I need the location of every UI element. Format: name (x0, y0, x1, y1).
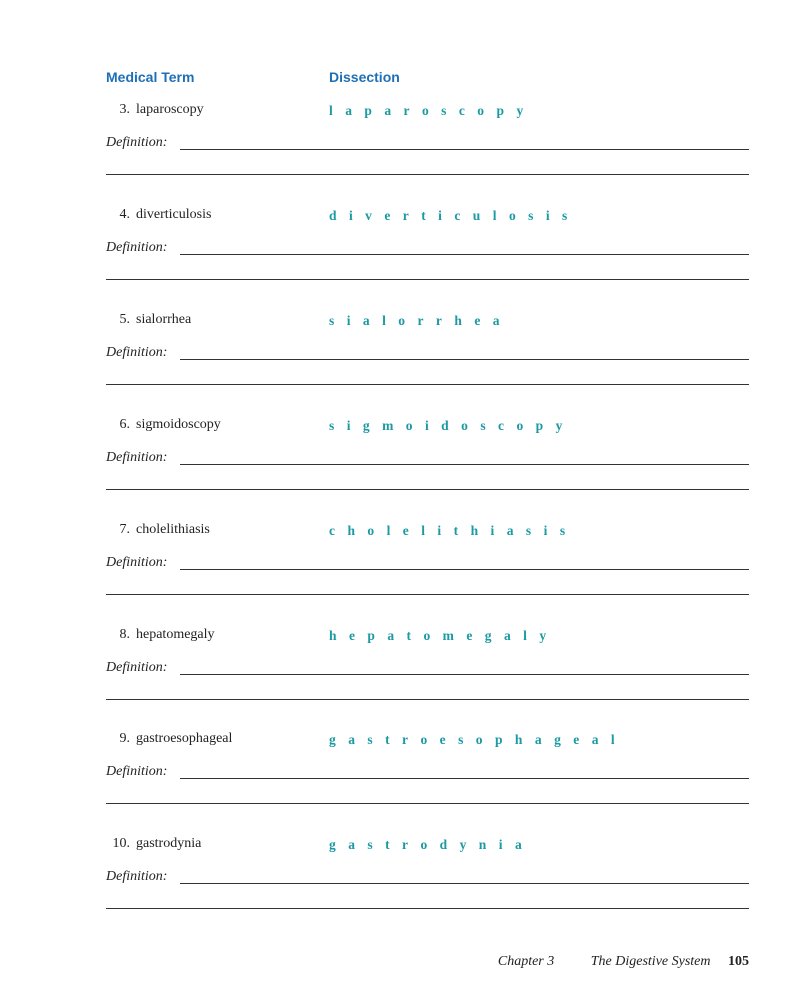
dissection-letter: l (421, 522, 426, 538)
dissection-letter: s (528, 207, 534, 223)
dissection-letter: a (348, 837, 356, 853)
dissection-letter: s (329, 312, 335, 328)
dissection-letter: s (458, 732, 464, 748)
dissection-letter: o (477, 103, 485, 118)
dissection-letter: y (555, 417, 563, 433)
page-number: 105 (728, 954, 749, 969)
dissection-letter: y (516, 103, 524, 118)
medical-term (106, 521, 210, 539)
dissection-letter: a (492, 312, 500, 328)
dissection-heading: Dissection (329, 69, 400, 85)
definition-label: Definition: (106, 135, 168, 150)
page-footer (498, 953, 749, 971)
dissection-letter: a (387, 627, 395, 643)
dissection-letter: m (442, 627, 455, 643)
dissection-letter: o (398, 312, 406, 328)
dissection-letter: i (490, 522, 495, 538)
definition-answer-line[interactable] (106, 699, 749, 700)
term-entry (106, 311, 749, 416)
medical-term (106, 835, 201, 853)
dissection-letter: i (346, 417, 351, 433)
dissection-letter: g (554, 732, 562, 748)
dissection-letter: p (535, 417, 544, 433)
dissection-letter: a (384, 103, 392, 118)
term-number: 3. (119, 102, 130, 117)
dissection-letter: a (514, 837, 522, 853)
medical-term (106, 206, 211, 224)
dissection-letter: s (562, 207, 568, 223)
dissection-letter: e (466, 627, 473, 643)
term-number: 4. (119, 206, 130, 222)
dissection-letter: c (329, 522, 336, 538)
dissection-letter: t (453, 522, 459, 538)
dissection-letter: y (539, 627, 547, 643)
dissection-letters (329, 417, 575, 435)
definition-answer-line[interactable] (180, 674, 749, 675)
dissection-letters (329, 207, 580, 225)
medical-term (106, 416, 221, 434)
footer-system: The Digestive System (590, 954, 711, 969)
dissection-letter: i (438, 207, 443, 223)
definition-label: Definition: (106, 239, 168, 255)
medical-term (106, 730, 232, 748)
definition-label: Definition: (106, 344, 168, 360)
dissection-letter: l (382, 312, 387, 328)
dissection-letter: p (496, 103, 505, 118)
definition-label: Definition: (106, 764, 168, 780)
dissection-letter: i (543, 522, 548, 538)
dissection-letter: g (484, 627, 492, 643)
dissection-letter: a (591, 732, 599, 748)
dissection-letter: s (367, 732, 373, 748)
dissection-letter: o (423, 627, 431, 643)
dissection-letter: m (382, 417, 394, 433)
term-word: hepatomegaly (136, 626, 215, 642)
term-number: 9. (119, 731, 130, 747)
dissection-letter: o (420, 837, 428, 853)
dissection-letter: t (385, 837, 390, 853)
dissection-letter: a (506, 522, 514, 538)
column-header (106, 69, 749, 87)
dissection-letter: e (439, 732, 446, 748)
term-entry (106, 730, 749, 835)
definition-answer-line[interactable] (180, 883, 749, 884)
dissection-letter: r (403, 103, 410, 118)
definition-answer-line[interactable] (106, 803, 749, 804)
dissection-letter: o (461, 417, 469, 433)
dissection-letter: i (346, 312, 351, 328)
dissection-letter: o (367, 522, 375, 538)
dissection-letter: r (402, 207, 410, 223)
dissection-letter: l (329, 103, 334, 118)
dissection-letter: g (362, 417, 370, 433)
term-number: 6. (119, 416, 130, 432)
definition-answer-line[interactable] (106, 174, 749, 175)
dissection-letter: r (417, 312, 424, 328)
dissection-letter: s (367, 837, 373, 853)
dissection-letter: c (458, 103, 466, 118)
dissection-letter: s (329, 417, 335, 433)
term-word: gastrodynia (136, 836, 202, 852)
medical-term (106, 311, 191, 329)
term-word: sialorrhea (136, 311, 192, 327)
term-entry (106, 101, 749, 206)
dissection-letter: a (362, 312, 370, 328)
dissection-letter: i (348, 207, 353, 223)
dissection-letter: h (514, 732, 523, 748)
dissection-letter: l (386, 522, 391, 538)
dissection-letter: o (421, 103, 429, 118)
definition-answer-line[interactable] (106, 908, 749, 909)
dissection-letter: v (365, 207, 373, 223)
dissection-letters (329, 836, 534, 854)
definition-answer-line[interactable] (180, 359, 749, 360)
medical-term (106, 626, 215, 644)
definition-answer-line[interactable] (106, 594, 749, 595)
dissection-letter: s (441, 103, 447, 118)
dissection-letter: o (405, 417, 413, 433)
dissection-letter: o (516, 417, 524, 433)
dissection-letter: a (348, 732, 356, 748)
medical-term-heading: Medical Term (106, 69, 195, 85)
definition-label: Definition: (106, 869, 168, 885)
definition-answer-line[interactable] (106, 384, 749, 385)
dissection-letter: n (478, 837, 487, 853)
dissection-letters (329, 312, 512, 330)
dissection-letter: l (523, 627, 528, 643)
term-number: 10. (112, 836, 130, 852)
dissection-letter: d (441, 417, 449, 433)
dissection-letter: r (402, 732, 409, 748)
definition-label: Definition: (106, 449, 168, 465)
term-word: sigmoidoscopy (136, 416, 221, 432)
dissection-letter: s (559, 522, 566, 538)
definition-answer-line[interactable] (180, 464, 749, 465)
dissection-letter: o (508, 207, 516, 223)
dissection-letter: d (329, 207, 337, 223)
dissection-letter: h (347, 522, 356, 538)
dissection-letter: i (545, 207, 550, 223)
dissection-letter: u (472, 207, 481, 223)
definition-answer-line[interactable] (180, 778, 749, 779)
term-entry (106, 626, 749, 731)
dissection-letter: h (329, 627, 337, 643)
dissection-letter: c (454, 207, 461, 223)
dissection-letter: p (494, 732, 503, 748)
dissection-letters (329, 522, 578, 540)
dissection-letters (329, 627, 559, 645)
dissection-letter: c (498, 417, 505, 433)
footer-chapter: Chapter 3 (497, 954, 555, 969)
definition-label: Definition: (106, 554, 168, 570)
definition-label: Definition: (106, 659, 168, 675)
dissection-letter: d (439, 837, 448, 853)
definition-answer-line[interactable] (106, 279, 749, 280)
term-word: laparoscopy (136, 102, 204, 117)
dissection-letter: r (402, 837, 409, 853)
dissection-letter: a (534, 732, 542, 748)
dissection-letter: p (364, 103, 373, 118)
dissection-letter: y (459, 837, 467, 853)
dissection-letters (329, 731, 627, 749)
dissection-letter: t (421, 207, 426, 223)
dissection-letter: i (424, 417, 429, 433)
dissection-letter: h (470, 522, 479, 538)
term-word: cholelithiasis (136, 521, 210, 537)
term-entry (106, 835, 749, 940)
dissection-letter: e (348, 627, 356, 643)
dissection-letters (329, 102, 536, 120)
term-number: 5. (119, 311, 130, 327)
dissection-letter: r (435, 312, 443, 328)
dissection-letter: o (420, 732, 428, 748)
term-entry (106, 521, 749, 626)
term-word: gastroesophageal (136, 731, 233, 747)
dissection-letter: t (385, 732, 390, 748)
dissection-letter: p (367, 627, 376, 643)
term-entry (106, 416, 749, 521)
dissection-letter: s (525, 522, 532, 538)
term-word: diverticulosis (136, 206, 212, 222)
definition-answer-line[interactable] (180, 569, 749, 570)
dissection-letter: i (437, 522, 442, 538)
dissection-letter: h (454, 312, 463, 328)
dissection-letter: o (475, 732, 483, 748)
medical-term (106, 101, 204, 119)
dissection-letter: l (610, 732, 615, 748)
definition-answer-line[interactable] (106, 489, 749, 490)
term-entry (106, 206, 749, 311)
dissection-letter: g (329, 732, 336, 748)
dissection-letter: e (573, 732, 580, 748)
dissection-letter: e (384, 207, 391, 223)
dissection-letter: i (498, 837, 503, 853)
dissection-letter: t (406, 627, 412, 643)
dissection-letter: e (402, 522, 410, 538)
term-number: 7. (119, 521, 130, 537)
dissection-letter: a (503, 627, 511, 643)
dissection-letter: s (480, 417, 486, 433)
definition-answer-line[interactable] (180, 149, 749, 150)
dissection-letter: e (474, 312, 481, 328)
dissection-letter: a (345, 103, 353, 118)
dissection-letter: l (492, 207, 497, 223)
dissection-letter: g (329, 837, 336, 853)
definition-answer-line[interactable] (180, 254, 749, 255)
term-number: 8. (119, 626, 130, 642)
